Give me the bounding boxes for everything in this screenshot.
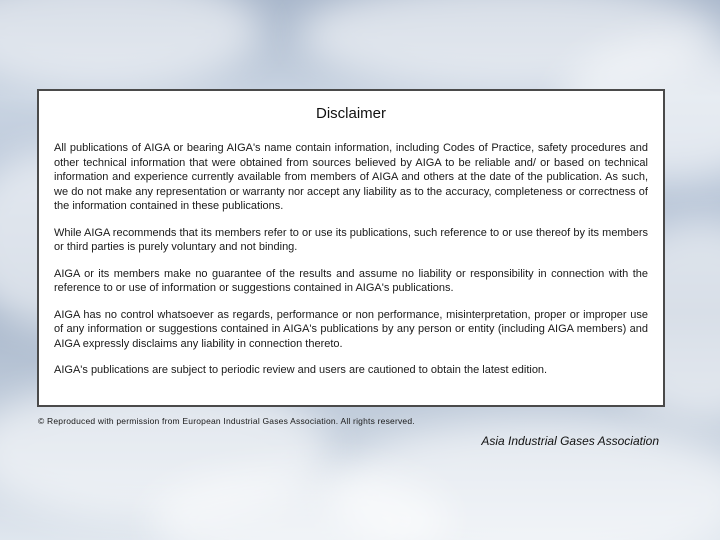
disclaimer-box: [37, 89, 665, 407]
disclaimer-title: Disclaimer: [315, 105, 386, 122]
disclaimer-paragraph: AIGA's publications are subject to periodic review and users are cautioned to obtain the latest edition.: [54, 364, 548, 376]
disclaimer-paragraph: All publications of AIGA or bearing AIGA's name contain information, including Codes of Practice, safety procedures and other technical information that were obtained from sources believed by AIGA to be reliable and/ or based on technical information and experience currently available from members of AIGA and others at the date of the publication. As such, we do not make any representation or warranty nor accept any liability as to the accuracy, completeness or correctness of the information contained in these publications.: [54, 142, 648, 212]
disclaimer-paragraph: AIGA has no control whatsoever as regards, performance or non performance, misinterpretation, proper or improper use of any information or suggestions contained in AIGA's publications by any person or entity (including AIGA members) and AIGA expressly disclaims any liability in connection thereto.: [54, 308, 648, 350]
disclaimer-paragraph: AIGA or its members make no guarantee of the results and assume no liability or responsibility in connection with the reference to or use of information or suggestions contained in AIGA's publications.: [54, 267, 648, 294]
copyright-notice: © Reproduced with permission from European Industrial Gases Association. All rights reserved.: [38, 416, 415, 426]
organization-name: Asia Industrial Gases Association: [481, 434, 659, 448]
disclaimer-body: [54, 141, 648, 390]
disclaimer-paragraph: While AIGA recommends that its members refer to or use its publications, such reference to or use thereof by its members or third parties is purely voluntary and not binding.: [54, 226, 648, 253]
